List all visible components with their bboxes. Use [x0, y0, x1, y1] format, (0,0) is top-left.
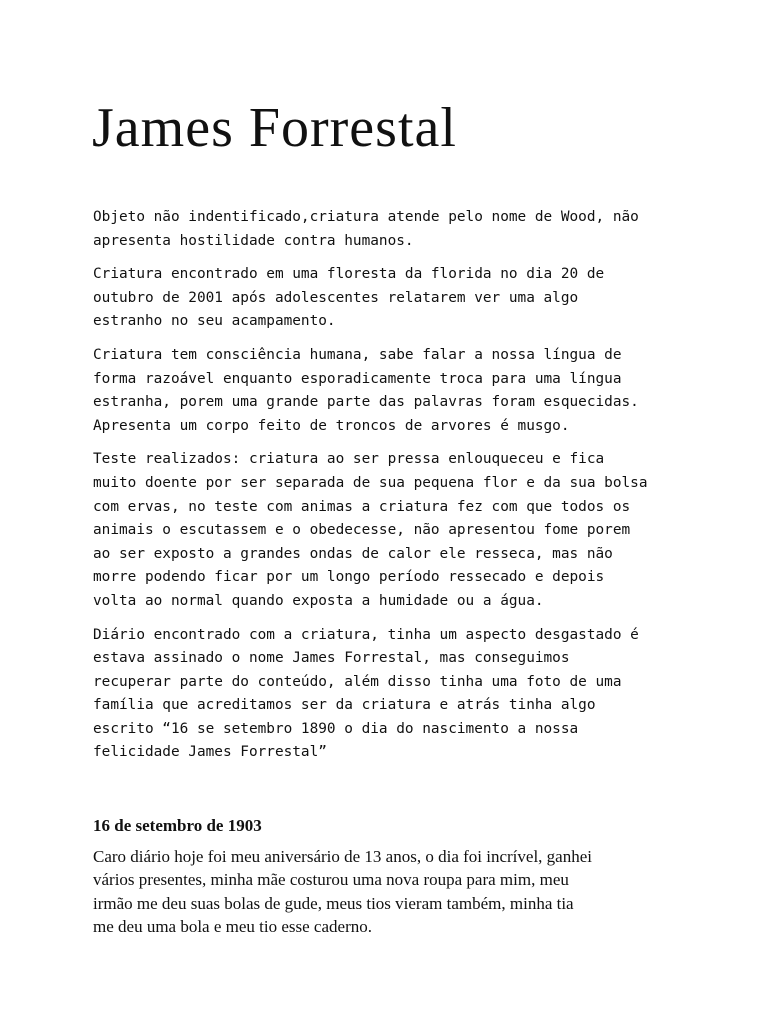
report-line: volta ao normal quando exposta a humidade ou a água. — [93, 592, 544, 609]
report-line: família que acreditamos ser da criatura e atrás tinha algo — [93, 697, 596, 714]
diary-line: Caro diário hoje foi meu aniversário de 13 anos, o dia foi incrível, ganhei — [93, 847, 592, 866]
report-line: Diário encontrado com a criatura, tinha um aspecto desgastado é — [93, 626, 639, 643]
report-line: Objeto não indentificado,criatura atende pelo nome de Wood, não — [93, 209, 639, 225]
report-line: outubro de 2001 após adolescentes relatarem ver uma algo — [93, 289, 579, 306]
report-paragraph-discovery — [93, 263, 683, 334]
report-line: estranha, porem uma grande parte das palavras foram esquecidas. — [93, 394, 639, 411]
report-line: Apresenta um corpo feito de troncos de arvores é musgo. — [93, 417, 570, 434]
report-line: apresenta hostilidade contra humanos. — [93, 232, 414, 249]
report-line: estava assinado o nome James Forrestal, mas conseguimos — [93, 650, 570, 667]
report-line: animais o escutassem e o obedecesse, não apresentou fome porem — [93, 522, 631, 539]
report-line: estranho no seu acampamento. — [93, 313, 336, 330]
document-title: James Forrestal — [92, 97, 457, 159]
report-line: Criatura tem consciência humana, sabe falar a nossa língua de — [93, 346, 622, 363]
report-paragraph-diary-found — [93, 624, 683, 766]
report-line: recuperar parte do conteúdo, além disso tinha uma foto de uma — [93, 673, 622, 690]
report-paragraph-description — [93, 344, 683, 438]
report-line: felicidade James Forrestal” — [93, 744, 327, 761]
report-line: escrito “16 se setembro 1890 o dia do nascimento a nossa — [93, 720, 579, 737]
report-paragraph-tests — [93, 448, 683, 613]
report-line: Criatura encontrado em uma floresta da florida no dia 20 de — [93, 266, 605, 283]
diary-entry-text — [93, 845, 683, 939]
diary-entry-date: 16 de setembro de 1903 — [93, 816, 262, 835]
diary-line: irmão me deu suas bolas de gude, meus tios vieram também, minha tia — [93, 893, 574, 913]
report-line: morre podendo ficar por um longo período ressecado e depois — [93, 569, 605, 586]
report-paragraph-identification — [93, 206, 683, 253]
report-section — [93, 206, 683, 775]
report-line: com ervas, no teste com animas a criatura fez com que todos os — [93, 498, 631, 515]
report-line: ao ser exposto a grandes ondas de calor ele resseca, mas não — [93, 545, 613, 562]
diary-line: me deu uma bola e meu tio esse caderno. — [93, 917, 372, 937]
diary-line: vários presentes, minha mãe costurou uma nova roupa para mim, meu — [93, 870, 569, 890]
report-line: muito doente por ser separada de sua pequena flor e da sua bolsa — [93, 474, 648, 491]
report-line: forma razoável enquanto esporadicamente troca para uma língua — [93, 370, 622, 387]
report-line: Teste realizados: criatura ao ser pressa enlouqueceu e fica — [93, 451, 605, 468]
